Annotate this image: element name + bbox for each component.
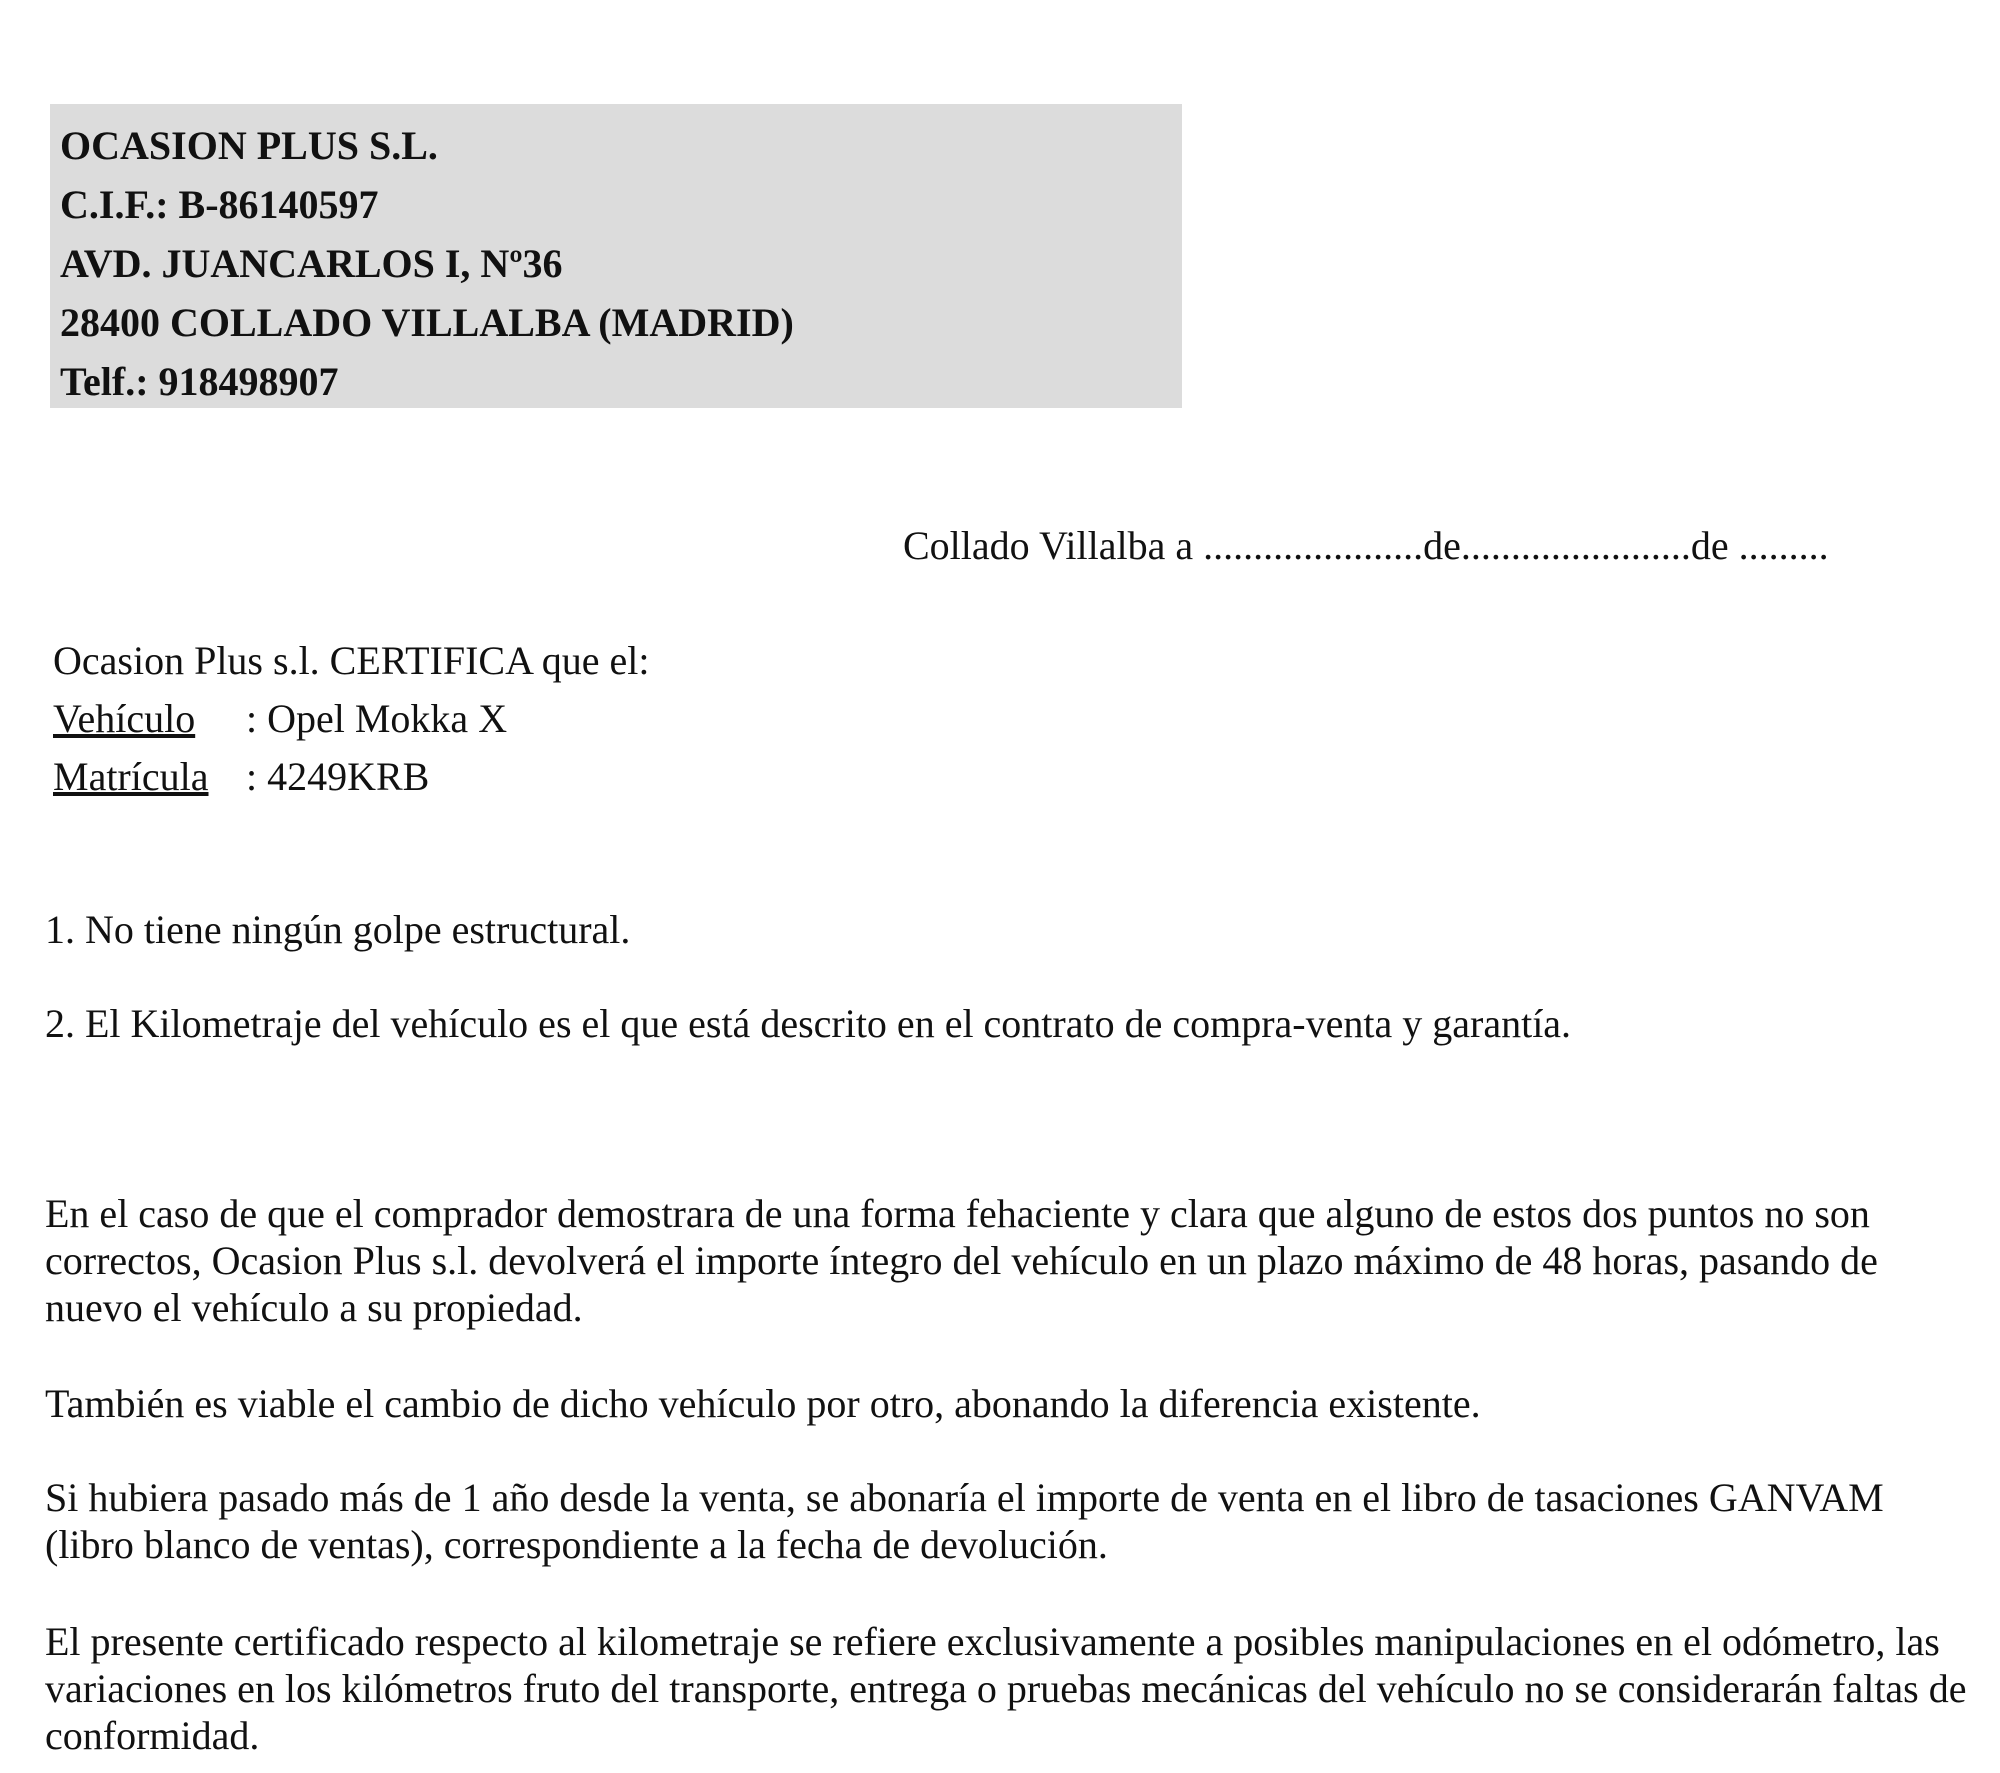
company-phone: Telf.: 918498907	[60, 359, 339, 404]
point-item: 1. No tiene ningún golpe estructural.	[45, 907, 631, 952]
certification-intro: Ocasion Plus s.l. CERTIFICA que el:	[53, 638, 650, 683]
plate-row	[53, 748, 649, 806]
company-name: OCASION PLUS S.L.	[60, 123, 438, 168]
paragraph: Si hubiera pasado más de 1 año desde la venta, se abonaría el importe de venta en el libro de tasaciones GANVAM (libro blanco de ventas), correspondiente a la fecha de devolución.	[45, 1475, 1884, 1567]
paragraph: También es viable el cambio de dicho vehículo por otro, abonando la diferencia existente.	[45, 1381, 1481, 1426]
date-line: Collado Villalba a ......................de.......................de .........	[903, 523, 1829, 568]
vehicle-row	[53, 690, 649, 748]
company-cif: C.I.F.: B-86140597	[60, 182, 379, 227]
vehicle-label: Vehículo	[53, 696, 196, 741]
company-address: AVD. JUANCARLOS I, Nº36	[60, 241, 563, 286]
point-item: 2. El Kilometraje del vehículo es el que está descrito en el contrato de compra-venta y garantía.	[45, 1001, 1572, 1046]
paragraph: El presente certificado respecto al kilometraje se refiere exclusivamente a posibles manipulaciones en el odómetro, las variaciones en los kilómetros fruto del transporte, entrega o pruebas mecánicas del vehículo no se considerarán faltas de conformidad.	[45, 1619, 1967, 1758]
company-header-box	[50, 104, 1182, 408]
paragraph: En el caso de que el comprador demostrara de una forma fehaciente y clara que alguno de estos dos puntos no son correctos, Ocasion Plus s.l. devolverá el importe íntegro del vehículo en un plazo máximo de 48 horas, pasando de nuevo el vehículo a su propiedad.	[45, 1191, 1878, 1330]
company-city: 28400 COLLADO VILLALBA (MADRID)	[60, 300, 794, 345]
vehicle-value: : Opel Mokka X	[246, 696, 508, 741]
plate-label: Matrícula	[53, 754, 209, 799]
certification-block	[53, 632, 649, 806]
plate-value: : 4249KRB	[246, 754, 430, 799]
